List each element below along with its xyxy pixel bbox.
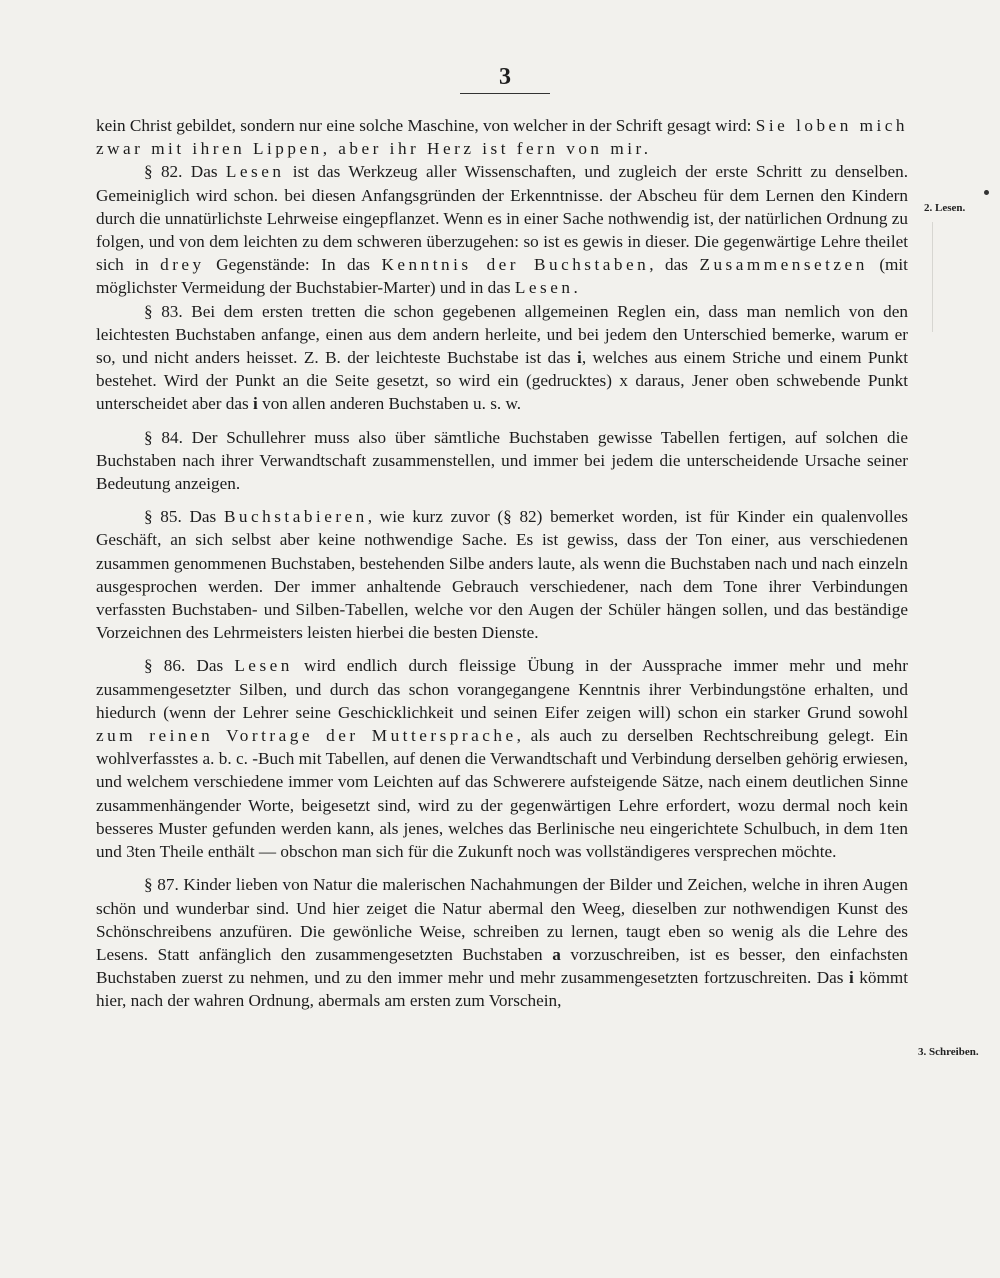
bold-letter-i-3: i <box>849 968 854 988</box>
text-run: § 83. Bei dem ersten tretten die schon gegebenen allgemeinen Reglen ein, dass man nemlich von den leichtesten Buchstaben anfange, einen aus dem andern herleite, und bei jedem den Unterschied bemerke, warum er so, und nicht anders heisset. Z. B. der leichteste Buchstabe ist das <box>96 301 908 368</box>
paragraph-85 <box>96 505 908 644</box>
text-run: § 82. Das <box>144 162 226 182</box>
spaced-term-kenntnis: Kenntnis der Buchstaben <box>381 255 650 275</box>
text-run: kömmt hier, nach der wahren Ordnung, abermals am ersten zum Vorschein, <box>96 968 908 1011</box>
text-run: von allen anderen Buchstaben u. s. w. <box>257 394 522 414</box>
spaced-term-vortrage: zum reinen Vortrage der Muttersprache <box>96 726 517 746</box>
margin-dot <box>984 190 989 195</box>
paragraph-83 <box>96 300 908 416</box>
text-block <box>96 114 908 1023</box>
bold-letter-a: a <box>552 944 561 964</box>
text-run: , welches aus einem Striche und einem Punkt bestehet. Wird der Punkt an die Seite gesetzt, so wird ein (gedrucktes) x daraus, Jener oben schwebende Punkt unterscheidet aber das <box>96 348 908 414</box>
text-run: kein Christ gebildet, sondern nur eine solche Maschine, von welcher in der Schrift gesagt wird: <box>96 116 756 135</box>
paragraph-87 <box>96 873 908 1012</box>
text-run: ist das Werkzeug aller Wissenschaften, und zugleich der erste Schritt zu denselben. Gemeiniglich wird schon. bei diesen Anfangsgründen der Erkenntnisse. der Abscheu für dem Lernen den Kindern durch die unnatürlichste Lehrweise eingepflanzet. Wenn es in einer Sache nothwendig ist, der natürlichen Ordnung zu folgen, und von dem leichten zu dem schweren überzugehen: so ist es gewis in dieser. Die gegenwärtige Lehre theilet sich in <box>96 162 908 275</box>
text-run: § 85. Das <box>144 507 224 527</box>
text-run: , das <box>649 255 700 275</box>
text-run: wird endlich durch fleissige Übung in der Aussprache immer mehr und mehr zusammengesetzter Silben, und durch das schon vorangegangene Kenntnis ihrer Verbindungstöne erhalten, und hiedurch (wenn der Lehrer seine Geschicklichkeit und seinen Eifer zeigen will) schon ein starker Grund sowohl <box>96 656 908 722</box>
text-run: , wie kurz zuvor (§ 82) bemerket worden, ist für Kinder ein qualenvolles Geschäft, an sich selbst aber keine nothwendige Sache. Es ist gewiss, dass der Ton einer, aus verschiedenen zusammen genommenen Buchstaben, bestehenden Silbe anders laute, als wenn die Buchstaben nach und nach einzeln ausgesprochen werden. Der immer anhaltende Gebrauch verschiedener, nach dem Tone ihrer Verbindungen verfassten Buchstaben- und Silben-Tabellen, welche vor den Augen der Schüler hängen sollen, und das beständige Vorzeichnen des Lehrmeisters leisten hierbei die besten Dienste. <box>96 507 908 643</box>
spaced-term-lesen: Lesen <box>234 656 293 676</box>
paragraph-continuation <box>96 114 908 160</box>
text-run: § 87. Kinder lieben von Natur die malerischen Nachahmungen der Bilder und Zeichen, welche in ihren Augen schön und wunderbar sind. Und hier zeiget die Natur abermal den Weeg, dieselben zur nothwendigen Kunst des Schönschreibens anzufüren. Die gewönliche Weise, schreiben zu lernen, taugt eben so wenig als die Lehre des Lesens. Statt anfänglich den zusammengesetzten Buchstaben <box>96 875 908 964</box>
text-run: vorzuschreiben, ist es besser, den einfachsten Buchstaben zuerst zu nehmen, und zu den immer mehr und mehr zusammengesetzten fortzuschreiten. Das <box>96 944 908 988</box>
paragraph-86 <box>96 654 908 863</box>
paragraph-82 <box>96 160 908 299</box>
margin-note-lesen: 2. Lesen. <box>924 202 966 214</box>
spaced-term-lesen-2: Lesen <box>514 278 574 298</box>
text-run: (mit möglichster Vermeidung der Buchstabier-Marter) und in das <box>96 255 908 298</box>
spaced-term-zusammensetzen: Zusammensetzen <box>699 255 868 275</box>
bold-letter-i: i <box>577 348 582 368</box>
page-number: 3 <box>460 64 550 94</box>
paragraph-84 <box>96 426 908 496</box>
text-run: , als auch zu derselben Rechtschreibung gelegt. Ein wohlverfasstes a. b. c. -Buch mit Tabellen, auf denen die Verwandtschaft und Verbindung derselben gehörig erwiesen, und welchem verschiedene immer vom Leichten auf das Schwerere aufsteigende Sätze, nach einem deutlichen Sinne zusammenhängender Worte, beigesetzt sind, wird zu der gegenwärtigen Lehre erfordert, wozu dermal noch kein besseres Muster gefunden werden kann, als jenes, welches das Berlinische neu eingerichtete Schulbuch, in dem 1ten und 3ten Theile enthält — obschon man sich für die Zukunft noch was vollständigeres versprechen möchte. <box>96 726 909 862</box>
spaced-term-lesen: Lesen <box>225 162 285 182</box>
text-run: § 84. Der Schullehrer muss also über sämtliche Buchstaben gewisse Tabellen fertigen, auf solchen die Buchstaben nach ihrer Verwandtschaft zusammenstellen, und immer bei jedem die unterscheidende Ursache seiner Bedeutung anzeigen. <box>96 427 908 494</box>
text-run: Gegenstände: In das <box>204 255 382 275</box>
bold-letter-i-2: i <box>253 394 258 414</box>
text-run: . <box>573 278 578 298</box>
spaced-term-buchstabieren: Buchstabieren <box>223 507 368 527</box>
text-run: § 86. Das <box>144 656 235 676</box>
ghost-rule <box>932 222 933 332</box>
margin-note-schreiben: 3. Schreiben. <box>918 1046 979 1058</box>
spaced-term-drey: drey <box>160 255 205 275</box>
spaced-quote: Sie loben mich zwar mit ihren Lippen, aber ihr Herz ist fern von mir. <box>96 116 908 159</box>
